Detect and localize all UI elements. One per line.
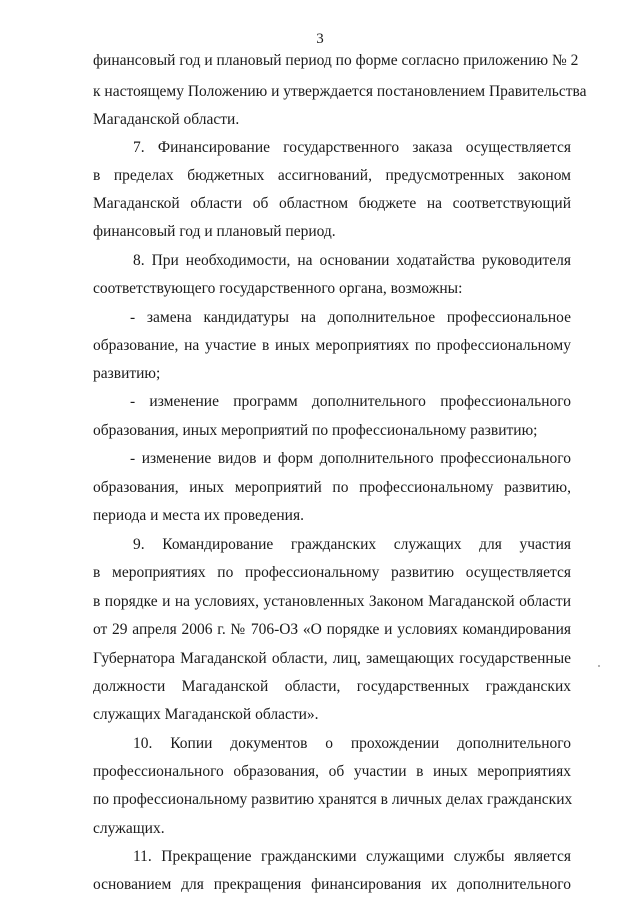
scan-speck: [598, 665, 600, 667]
text-line: в мероприятиях по профессиональному развитию осуществляется: [93, 564, 571, 581]
text-line: 9. Командирование гражданских служащих для участия: [133, 536, 571, 553]
text-line: к настоящему Положению и утверждается постановлением Правительства: [93, 83, 587, 100]
text-line: - изменение видов и форм дополнительного профессионального: [130, 450, 571, 467]
text-line: 8. При необходимости, на основании ходатайства руководителя: [133, 252, 571, 269]
text-line: в порядке и на условиях, установленных Законом Магаданской области: [93, 593, 571, 610]
text-line: служащих.: [93, 820, 165, 837]
text-line: 7. Финансирование государственного заказа осуществляется: [133, 139, 571, 156]
text-line: основанием для прекращения финансирования их дополнительного: [93, 876, 571, 893]
text-line: периода и места их проведения.: [93, 507, 304, 524]
text-line: должности Магаданской области, государственных гражданских: [93, 678, 571, 695]
text-line: образования, иных мероприятий по профессиональному развитию,: [93, 479, 571, 496]
text-line: развитию;: [93, 365, 161, 382]
text-line: - замена кандидатуры на дополнительное профессиональное: [130, 309, 571, 326]
page-number: 3: [316, 31, 324, 47]
text-line: профессионального образования, об участии в иных мероприятиях: [93, 763, 571, 780]
text-line: по профессиональному развитию хранятся в личных делах гражданских: [93, 791, 573, 808]
text-line: в пределах бюджетных ассигнований, предусмотренных законом: [93, 167, 571, 184]
text-line: финансовый год и плановый период по форме согласно приложению № 2: [93, 52, 579, 69]
text-line: от 29 апреля 2006 г. № 706-ОЗ «О порядке и условиях командирования: [93, 621, 571, 638]
text-line: Губернатора Магаданской области, лиц, замещающих государственные: [93, 650, 571, 667]
text-line: образования, иных мероприятий по профессиональному развитию;: [93, 422, 538, 439]
text-line: 11. Прекращение гражданскими служащими службы является: [133, 848, 571, 865]
text-line: финансовый год и плановый период.: [93, 223, 336, 240]
text-line: Магаданской области.: [93, 111, 240, 128]
text-line: - изменение программ дополнительного профессионального: [130, 393, 571, 410]
text-line: Магаданской области об областном бюджете на соответствующий: [93, 195, 571, 212]
text-line: образование, на участие в иных мероприятиях по профессиональному: [93, 337, 571, 354]
text-line: служащих Магаданской области».: [93, 706, 319, 723]
text-line: 10. Копии документов о прохождении дополнительного: [133, 735, 571, 752]
text-line: соответствующего государственного органа, возможны:: [93, 280, 463, 297]
